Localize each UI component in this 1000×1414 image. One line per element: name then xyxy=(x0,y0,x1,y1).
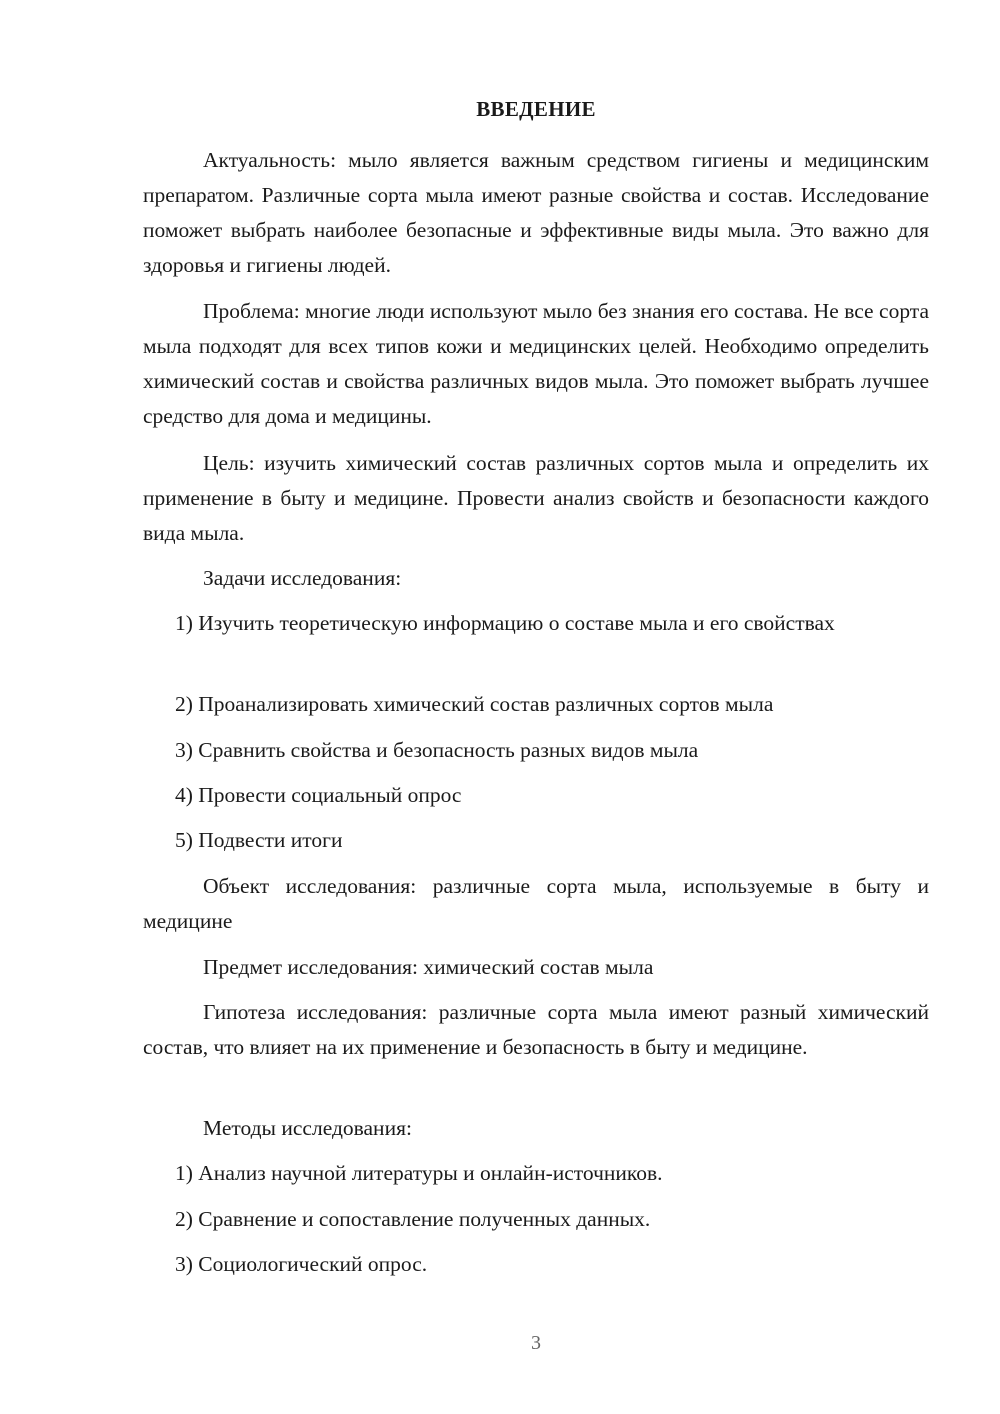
task-item: 4) Провести социальный опрос xyxy=(175,783,462,807)
task-item: 5) Подвести итоги xyxy=(175,828,343,852)
paragraph-object: Объект исследования: различные сорта мыла, используемые в быту и медицине xyxy=(143,874,929,933)
method-item: 2) Сравнение и сопоставление полученных данных. xyxy=(175,1207,651,1231)
section-heading: ВВЕДЕНИЕ xyxy=(476,97,596,121)
task-item: 2) Проанализировать химический состав различных сортов мыла xyxy=(175,692,774,716)
paragraph-hypothesis: Гипотеза исследования: различные сорта мыла имеют разный химический состав, что влияет на их применение и безопасность в быту и медицине. xyxy=(143,1000,929,1059)
paragraph-goal: Цель: изучить химический состав различных сортов мыла и определить их применение в быту и медицине. Провести анализ свойств и безопасности каждого вида мыла. xyxy=(143,451,929,545)
page-number: 3 xyxy=(531,1332,541,1354)
method-item: 3) Социологический опрос. xyxy=(175,1252,428,1276)
tasks-heading: Задачи исследования: xyxy=(203,566,402,590)
paragraph-problem: Проблема: многие люди используют мыло без знания его состава. Не все сорта мыла подходят для всех типов кожи и медицинских целей. Необходимо определить химический состав и свойства различных видов мыла. Это поможет выбрать лучшее средство для дома и медицины. xyxy=(143,299,929,428)
task-item: 3) Сравнить свойства и безопасность разных видов мыла xyxy=(175,738,699,762)
paragraph-subject: Предмет исследования: химический состав мыла xyxy=(203,955,654,979)
paragraph-relevance: Актуальность: мыло является важным средством гигиены и медицинским препаратом. Различные сорта мыла имеют разные свойства и состав. Исследование поможет выбрать наиболее безопасные и эффективные виды мыла. Это важно для здоровья и гигиены людей. xyxy=(143,148,929,277)
task-item: 1) Изучить теоретическую информацию о составе мыла и его свойствах xyxy=(175,611,835,635)
methods-heading: Методы исследования: xyxy=(203,1116,412,1140)
method-item: 1) Анализ научной литературы и онлайн-источников. xyxy=(175,1161,663,1185)
